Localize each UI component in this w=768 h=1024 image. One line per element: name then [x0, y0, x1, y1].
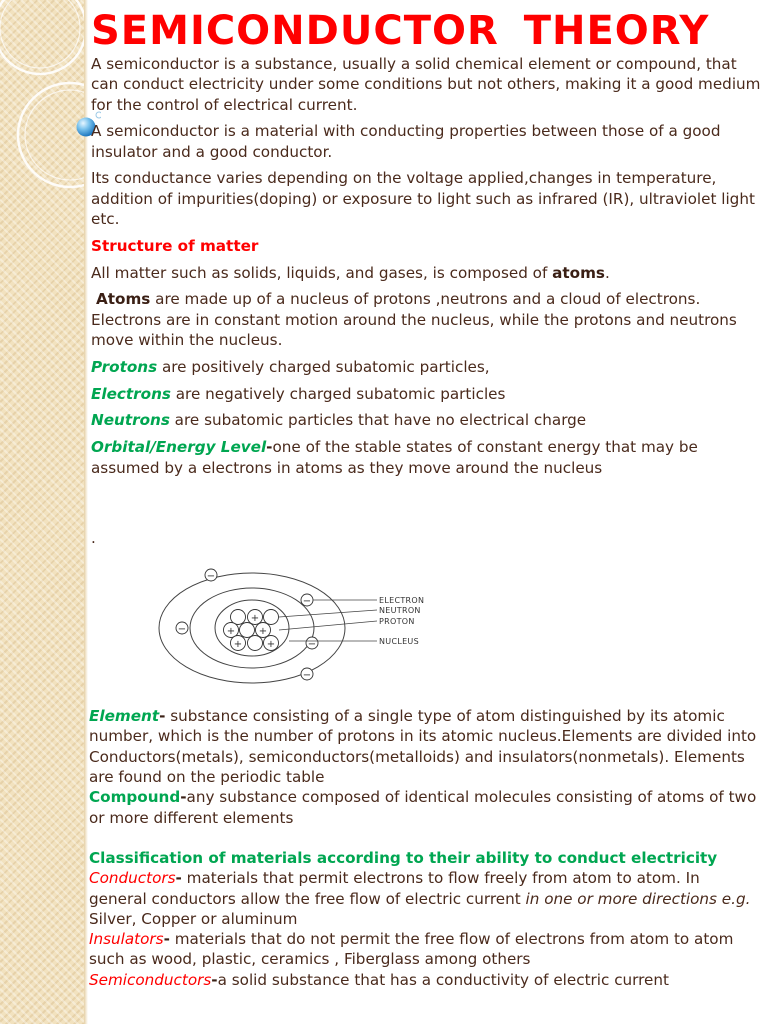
- protons-term: Protons: [91, 357, 158, 376]
- orbital-text: one of the stable states of constant energy that may be assumed by a electrons in atoms as they move around the nucleus: [91, 438, 698, 477]
- compound-term: Compound: [89, 788, 181, 807]
- semiconductors-paragraph: [89, 970, 761, 990]
- neutrons-paragraph: [91, 410, 761, 430]
- electron-sign: −: [206, 571, 216, 583]
- intro-paragraph-3: Its conductance varies depending on the voltage applied,changes in temperature, addition of impurities(doping) or exposure to light such as infrared (IR), ultraviolet light etc.: [91, 169, 755, 229]
- electrons-term: Electrons: [91, 384, 171, 403]
- proton-leader: [279, 621, 377, 630]
- conductors-term: Conductors: [89, 869, 176, 888]
- compound-text: any substance composed of identical molecules consisting of atoms of two or more different elements: [89, 788, 757, 827]
- stray-dot: .: [91, 528, 96, 547]
- conductors-text: materials that permit electrons to flow freely from atom to atom. In general conductors allow the free flow of electric current: [89, 869, 700, 908]
- atoms-term: Atoms: [96, 290, 151, 309]
- sidebar-edge: [84, 0, 88, 1024]
- electrons-text: are negatively charged subatomic particles: [170, 384, 506, 403]
- atom-diagram: [91, 566, 761, 698]
- matter-text: All matter such as solids, liquids, and gases, is composed of: [91, 263, 553, 282]
- page-title: SEMICONDUCTOR THEORY: [91, 8, 710, 54]
- conductors-paragraph: [89, 868, 761, 929]
- slide-content: [91, 8, 761, 990]
- matter-end: .: [604, 263, 610, 282]
- element-term: Element: [89, 707, 160, 726]
- orbital-term: Orbital/Energy Level: [91, 438, 267, 457]
- classification-heading: Classification of materials according to their ability to conduct electricity: [89, 848, 718, 867]
- protons-text: are positively charged subatomic particles,: [157, 357, 490, 376]
- insulators-dash: -: [163, 930, 170, 949]
- matter-paragraph: [91, 263, 761, 283]
- atoms-paragraph: [91, 289, 761, 350]
- element-paragraph: [89, 706, 761, 787]
- nucleon: [240, 623, 255, 638]
- proton-sign: +: [266, 639, 276, 651]
- neutron-leader: [279, 610, 377, 617]
- intro-paragraph-2: A semiconductor is a material with conducting properties between those of a good insulator and a good conductor.: [91, 122, 721, 161]
- conductors-end: Silver, Copper or aluminum: [89, 909, 298, 928]
- electrons-paragraph: [91, 384, 761, 404]
- electron-sign: −: [302, 596, 312, 608]
- neutrons-term: Neutrons: [91, 411, 170, 430]
- orbital-paragraph: [91, 437, 761, 478]
- protons-paragraph: [91, 357, 761, 377]
- compound-paragraph: [89, 787, 761, 828]
- element-text: substance consisting of a single type of atom distinguished by its atomic number, which is the number of protons in its atomic nucleus.Elements are divided into Conductors(metals), semiconductors(metalloids) and insulators(nonmetals). Elements are found on the periodic table: [89, 707, 757, 787]
- proton-sign: +: [250, 613, 260, 625]
- insulators-paragraph: [89, 929, 761, 970]
- intro-paragraph-1: A semiconductor is a substance, usually a solid chemical element or compound, that can conduct electricity under some conditions but not others, making it a good medium for the control of electrical current.: [91, 55, 761, 114]
- neutrons-text: are subatomic particles that have no electrical charge: [169, 411, 587, 430]
- proton-sign: +: [258, 626, 268, 638]
- element-dash: -: [159, 707, 166, 726]
- label-proton: PROTON: [379, 617, 415, 627]
- electron-sign: −: [177, 624, 187, 636]
- semiconductors-term: Semiconductors: [89, 970, 212, 989]
- atom-diagram-svg: [157, 566, 457, 690]
- decorative-circles: [0, 0, 84, 200]
- insulators-text: materials that do not permit the free flow of electrons from atom to atom such as wood, plastic, ceramics , Fiberglass among others: [89, 930, 734, 969]
- decorative-sidebar: [0, 0, 84, 1024]
- atoms-text: are made up of a nucleus of protons ,neutrons and a cloud of electrons. Electrons are in constant motion around the nucleus, while the protons and neutrons move within the nucleus.: [91, 290, 737, 350]
- conductors-italic: in one or more directions e.g.: [525, 889, 751, 908]
- semiconductors-text: a solid substance that has a conductivity of electric current: [217, 970, 669, 989]
- conductors-dash: -: [175, 869, 182, 888]
- proton-sign: +: [226, 626, 236, 638]
- orbital-dash: -: [266, 438, 273, 457]
- label-nucleus: NUCLEUS: [379, 637, 419, 647]
- proton-sign: +: [233, 639, 243, 651]
- matter-bold: atoms: [552, 263, 605, 282]
- structure-heading: Structure of matter: [91, 236, 259, 255]
- electron-sign: −: [302, 670, 312, 682]
- label-electron: ELECTRON: [379, 596, 425, 606]
- semiconductors-dash: -: [211, 970, 218, 989]
- insulators-term: Insulators: [89, 930, 164, 949]
- nucleon: [264, 610, 279, 625]
- compound-dash: -: [180, 788, 187, 807]
- nucleon: [248, 636, 263, 651]
- label-neutron: NEUTRON: [379, 606, 421, 616]
- electron-sign: −: [307, 639, 317, 651]
